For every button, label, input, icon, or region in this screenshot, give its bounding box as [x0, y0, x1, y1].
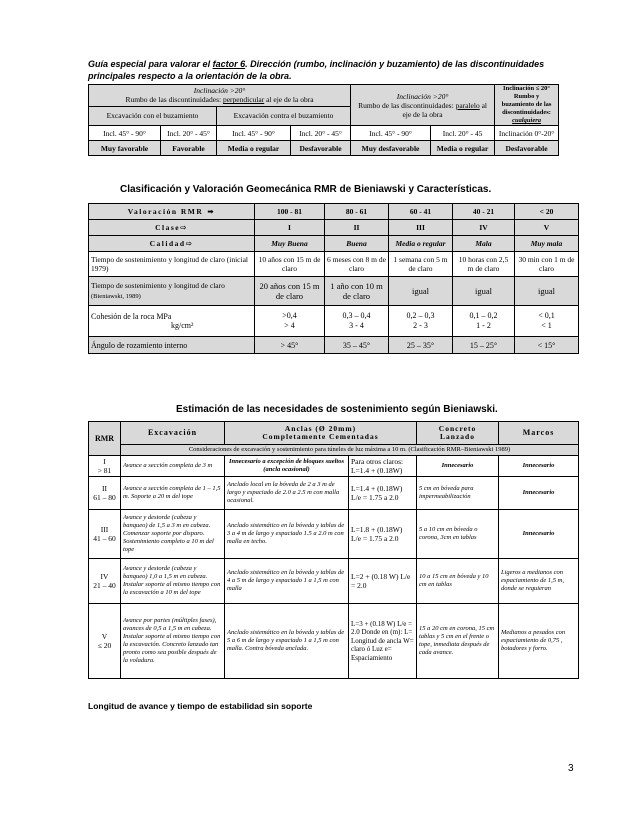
concrete-cell: 15 a 20 cm en corona, 15 cm tablas y 5 cm en el frente o tope, inmediata después de cada avance. [417, 604, 499, 679]
sub-con: Excavación con el buzamiento [89, 106, 217, 125]
rmr-class: II 61 – 80 [89, 477, 121, 510]
value-cell: 0,3 – 0,4 3 - 4 [325, 306, 389, 337]
excavation-cell: Avance y destorde (cabeza y banqueo) de 1,5 a 3 m en cabeza. Comenzar soporte por disparo. Sostenimiento completo a 10 m del tope [121, 510, 225, 559]
param-cell: L=3 + (0.18 W) L/e = 2.0 Donde en (m): L= Longitud de ancla W= claro ó Luz e= Espaciamiento [349, 604, 417, 679]
quality-cell: Muy mala [515, 236, 579, 252]
concrete-cell: 5 cm en bóveda para impermeabilización [417, 477, 499, 510]
support-estimation-table [88, 421, 579, 679]
value-cell: igual [389, 277, 453, 306]
anchors-cell: Anclado sistemático en la bóveda y tablas de 5 a 6 m de largo y espaciado 1 a 1,5 m con malla. Contra bóveda anclada. [225, 604, 349, 679]
anchors-cell: Anclado sistemático en la bóveda y tablas de 3 a 4 m de largo y espaciado 1.5 a 2.0 m con malla en techo. [225, 510, 349, 559]
class-cell: I [255, 220, 325, 236]
footer-label: Longitud de avance y tiempo de estabilidad sin soporte [88, 701, 313, 711]
param-cell: Para otros claros: L=1.4 + (0.18W) [349, 456, 417, 477]
value-cell: >0,4 > 4 [255, 306, 325, 337]
rating-cell: Muy desfavorable [351, 141, 431, 156]
arrow-right-icon: ⇨ [180, 223, 188, 232]
value-cell: 20 años con 15 m de claro [255, 277, 325, 306]
row-label: Tiempo de sostenimiento y longitud de claro (inicial 1979) [89, 252, 255, 277]
intro-factor: factor 6 [212, 59, 246, 69]
range-cell: 100 - 81 [255, 204, 325, 220]
rmr-classification-table [88, 203, 579, 354]
excavation-cell: Avance por partes (múltiples fases), avances de 0,5 a 1,5 m en cabeza. Instalar soporte al mismo tiempo con la excavación. Concreto lanzado tan pronto como sea posible después de la voladura. [121, 604, 225, 679]
frames-cell: Innecesario [499, 456, 579, 477]
frames-cell: Innecesario [499, 477, 579, 510]
incl-cell: Incl. 20° - 45 [431, 126, 495, 141]
anchors-cell: Innecesario a excepción de bloques sueltos (ancla ocasional) [225, 456, 349, 477]
concrete-cell: Innecesario [417, 456, 499, 477]
incl-cell: Incl. 20° - 45° [161, 126, 217, 141]
param-cell: L=1.8 + (0.18W) L/e = 1.75 a 2.0 [349, 510, 417, 559]
quality-cell: Media o regular [389, 236, 453, 252]
anchors-cell: Anclado local en la bóveda de 2 a 3 m de largo y espaciado de 2.0 a 2.5 m con malla ocasional. [225, 477, 349, 510]
sub-contra: Excavación contra el buzamiento [217, 106, 351, 125]
header-rmr: RMR [89, 422, 121, 456]
intro-text-rest: . Dirección (rumbo, inclinación y buzamiento) de las discontinuidades principales respecto a la orientación de la obra. [88, 59, 545, 81]
value-cell: > 45° [255, 337, 325, 354]
rating-cell: Muy favorable [89, 141, 161, 156]
value-cell: 6 meses con 8 m de claro [325, 252, 389, 277]
class-cell: IV [453, 220, 515, 236]
value-cell: 1 semana con 5 m de claro [389, 252, 453, 277]
value-cell: 35 – 45° [325, 337, 389, 354]
header-perpendicular: Inclinación >20° Rumbo de las discontinuidades: perpendicular al eje de la obra [89, 85, 351, 107]
orientation-rating-table [88, 84, 559, 156]
concrete-cell: 10 a 15 cm en bóveda y 10 cm en tablas [417, 559, 499, 604]
range-cell: 60 - 41 [389, 204, 453, 220]
class-cell: V [515, 220, 579, 236]
quality-cell: Muy Buena [255, 236, 325, 252]
row-label: Ángulo de rozamiento interno [89, 337, 255, 354]
header-concreto: Concreto Lanzado [417, 422, 499, 445]
range-cell: 80 - 61 [325, 204, 389, 220]
arrow-right-icon: ⇨ [185, 239, 194, 248]
value-cell: 10 años con 15 m de claro [255, 252, 325, 277]
frames-cell: Medianos a pesados con espaciamiento de 0,75 , botadores y forro. [499, 604, 579, 679]
header-any: Inclinación ≤ 20° Rumbo y buzamiento de las discontinuidades: cualquiera [495, 85, 559, 126]
value-cell: 15 – 25° [453, 337, 515, 354]
concrete-cell: 5 a 10 cm en bóveda o corona, 3cm en tablas [417, 510, 499, 559]
range-cell: < 20 [515, 204, 579, 220]
quality-cell: Buena [325, 236, 389, 252]
excavation-cell: Avance a sección completa de 1 – 1,5 m. Soporte a 20 m del tope [121, 477, 225, 510]
excavation-cell: Avance a sección completa de 3 m [121, 456, 225, 477]
value-cell: 0,1 – 0,2 1 - 2 [453, 306, 515, 337]
excavation-cell: Avance y destorde (cabeza y banqueo) 1,0 a 1,5 m en cabeza. Instalar soporte al mismo tiempo con la excavación a 10 m del tope [121, 559, 225, 604]
value-cell: 10 horas con 2,5 m de claro [453, 252, 515, 277]
row-label: Cohesión de la roca MPa kg/cm² [89, 306, 255, 337]
rmr-section-title: Clasificación y Valoración Geomecánica RMR de Bieniawski y Características. [120, 184, 492, 195]
param-cell: L=1.4 + (0.18W) L/e = 1.75 a 2.0 [349, 477, 417, 510]
considerations: Consideraciones de excavación y sostenimiento para túneles de luz máxima a 10 m. (Clasificación RMR–Bieniawski 1989) [121, 445, 579, 456]
valoracion-label: Valoración RMR ➡ [89, 204, 255, 220]
header-excavacion: Excavación [121, 422, 225, 445]
rating-cell: Media o regular [217, 141, 291, 156]
class-cell: II [325, 220, 389, 236]
page-number: 3 [568, 763, 574, 774]
clase-label: Clase⇨ [89, 220, 255, 236]
anchors-cell: Anclado sistemático en la bóveda y tablas de 4 a 5 m de largo y espaciado 1 a 1,5 m con malla [225, 559, 349, 604]
quality-cell: Mala [453, 236, 515, 252]
incl-cell: Incl. 20° - 45° [291, 126, 351, 141]
support-section-title: Estimación de las necesidades de sostenimiento según Bieniawski. [176, 404, 498, 415]
class-cell: III [389, 220, 453, 236]
frames-cell: Ligeros a medianos con espaciamiento de 1,5 m, donde se requieran [499, 559, 579, 604]
value-cell: 25 – 35° [389, 337, 453, 354]
header-anclas: Anclas (Ø 20mm) Completamente Cementadas [225, 422, 417, 445]
row-label: Tiempo de sostenimiento y longitud de claro (Bieniawski, 1989) [89, 277, 255, 306]
rmr-class: I > 81 [89, 456, 121, 477]
arrow-right-icon: ➡ [203, 207, 216, 216]
value-cell: 1 año con 10 m de claro [325, 277, 389, 306]
incl-cell: Inclinación 0°-20° [495, 126, 559, 141]
value-cell: < 15° [515, 337, 579, 354]
intro-text: Guía especial para valorar el [88, 59, 213, 69]
value-cell: igual [515, 277, 579, 306]
rating-cell: Favorable [161, 141, 217, 156]
value-cell: 0,2 – 0,3 2 - 3 [389, 306, 453, 337]
header-parallel: Inclinación >20° Rumbo de las discontinuidades: paralelo al eje de la obra [351, 85, 495, 126]
value-cell: igual [453, 277, 515, 306]
rating-cell: Media o regular [431, 141, 495, 156]
rmr-class: III 41 – 60 [89, 510, 121, 559]
value-cell: 30 min con 1 m de claro [515, 252, 579, 277]
incl-cell: Incl. 45° - 90° [217, 126, 291, 141]
intro-paragraph [88, 58, 558, 82]
param-cell: L=2 + (0.18 W) L/e = 2.0 [349, 559, 417, 604]
frames-cell: Innecesario [499, 510, 579, 559]
calidad-label: Calidad⇨ [89, 236, 255, 252]
rmr-class: IV 21 – 40 [89, 559, 121, 604]
incl-cell: Incl. 45° - 90° [351, 126, 431, 141]
value-cell: < 0,1 < 1 [515, 306, 579, 337]
rating-cell: Desfavorable [291, 141, 351, 156]
header-marcos: Marcos [499, 422, 579, 445]
incl-cell: Incl. 45° - 90° [89, 126, 161, 141]
rmr-class: V ≤ 20 [89, 604, 121, 679]
range-cell: 40 - 21 [453, 204, 515, 220]
rating-cell: Desfavorable [495, 141, 559, 156]
